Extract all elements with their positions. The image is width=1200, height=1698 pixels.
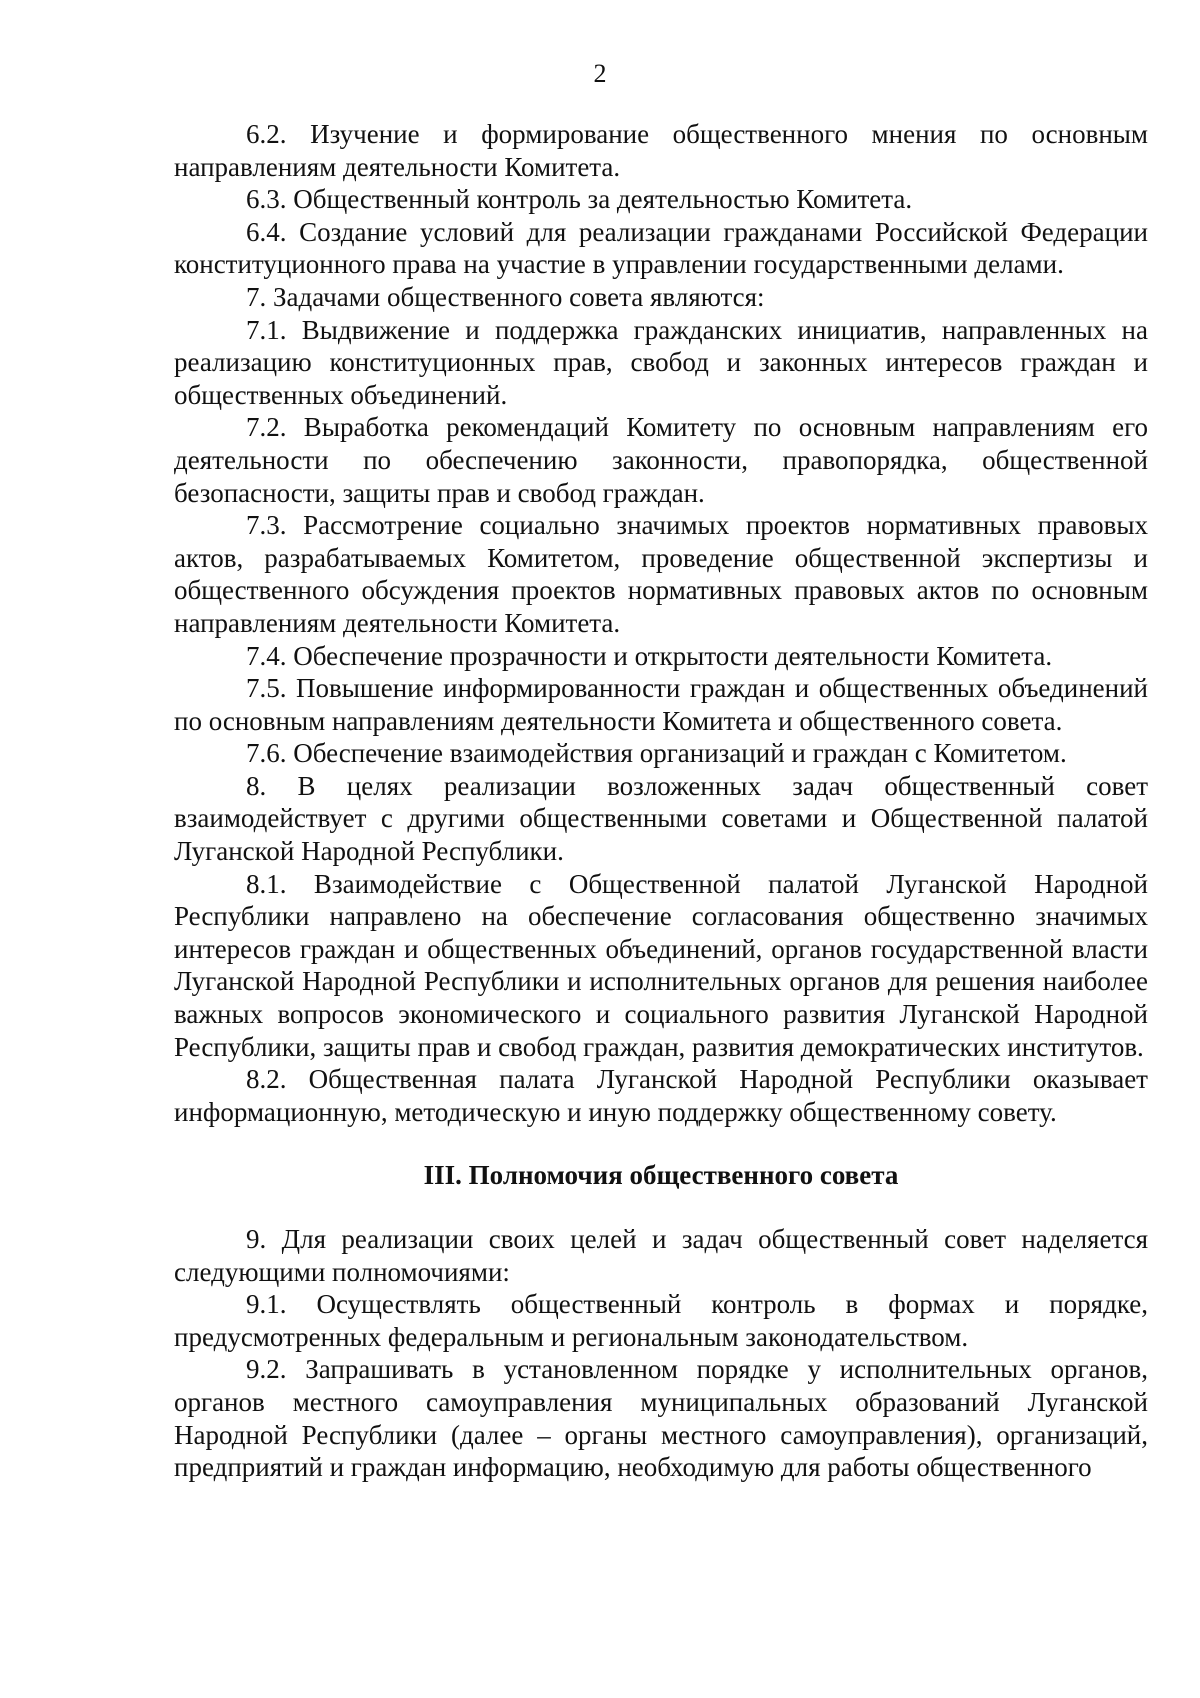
paragraph-7-3: 7.3. Рассмотрение социально значимых проектов нормативных правовых актов, разрабатываемых Комитетом, проведение общественной экспертизы и общественного обсуждения проектов нормативных правовых актов по основным направлениям деятельности Комитета. [174, 510, 1148, 638]
paragraph-8-1: 8.1. Взаимодействие с Общественной палатой Луганской Народной Республики направлено на обеспечение согласования общественно значимых интересов граждан и общественных объединений, органов государственной власти Луганской Народной Республики и исполнительных органов для решения наиболее важных вопросов экономического и социального развития Луганской Народной Республики, защиты прав и свобод граждан, развития демократических институтов. [174, 868, 1148, 1062]
paragraph-6-4: 6.4. Создание условий для реализации гражданами Российской Федерации конституционного права на участие в управлении государственными делами. [174, 216, 1148, 280]
section-heading: III. Полномочия общественного совета [423, 1160, 899, 1191]
paragraph-9-1: 9.1. Осуществлять общественный контроль в формах и порядке, предусмотренных федеральным и региональным законодательством. [174, 1289, 1148, 1352]
paragraph-8: 8. В целях реализации возложенных задач общественный совет взаимодействует с другими общественными советами и Общественной палатой Луганской Народной Республики. [174, 770, 1148, 867]
paragraph-6-3: 6.3. Общественный контроль за деятельностью Комитета. [246, 184, 913, 215]
paragraph-7-5: 7.5. Повышение информированности граждан и общественных объединений по основным направлениям деятельности Комитета и общественного совета. [174, 673, 1148, 736]
paragraph-9: 9. Для реализации своих целей и задач общественный совет наделяется следующими полномочиями: [174, 1224, 1148, 1287]
paragraph-9-2: 9.2. Запрашивать в установленном порядке у исполнительных органов, органов местного самоуправления муниципальных образований Луганской Народной Республики (далее – органы местного самоуправления), организаций, предприятий и граждан информацию, необходимую для работы общественного [174, 1354, 1148, 1483]
paragraph-7-2: 7.2. Выработка рекомендаций Комитету по основным направлениям его деятельности по обеспечению законности, правопорядка, общественной безопасности, защиты прав и свобод граждан. [174, 412, 1148, 508]
paragraph-6-2: 6.2. Изучение и формирование общественного мнения по основным направлениям деятельности Комитета. [174, 119, 1148, 182]
document-body [174, 118, 1148, 1484]
page-number: 2 [593, 59, 607, 88]
paragraph-7-1: 7.1. Выдвижение и поддержка гражданских инициатив, направленных на реализацию конституционных прав, свобод и законных интересов граждан и общественных объединений. [174, 314, 1148, 410]
paragraph-7: 7. Задачами общественного совета являются: [246, 281, 765, 312]
paragraph-7-4: 7.4. Обеспечение прозрачности и открытости деятельности Комитета. [246, 640, 1053, 671]
paragraph-7-6: 7.6. Обеспечение взаимодействия организаций и граждан с Комитетом. [246, 738, 1067, 769]
paragraph-8-2: 8.2. Общественная палата Луганской Народной Республики оказывает информационную, методическую и иную поддержку общественному совету. [174, 1064, 1148, 1127]
